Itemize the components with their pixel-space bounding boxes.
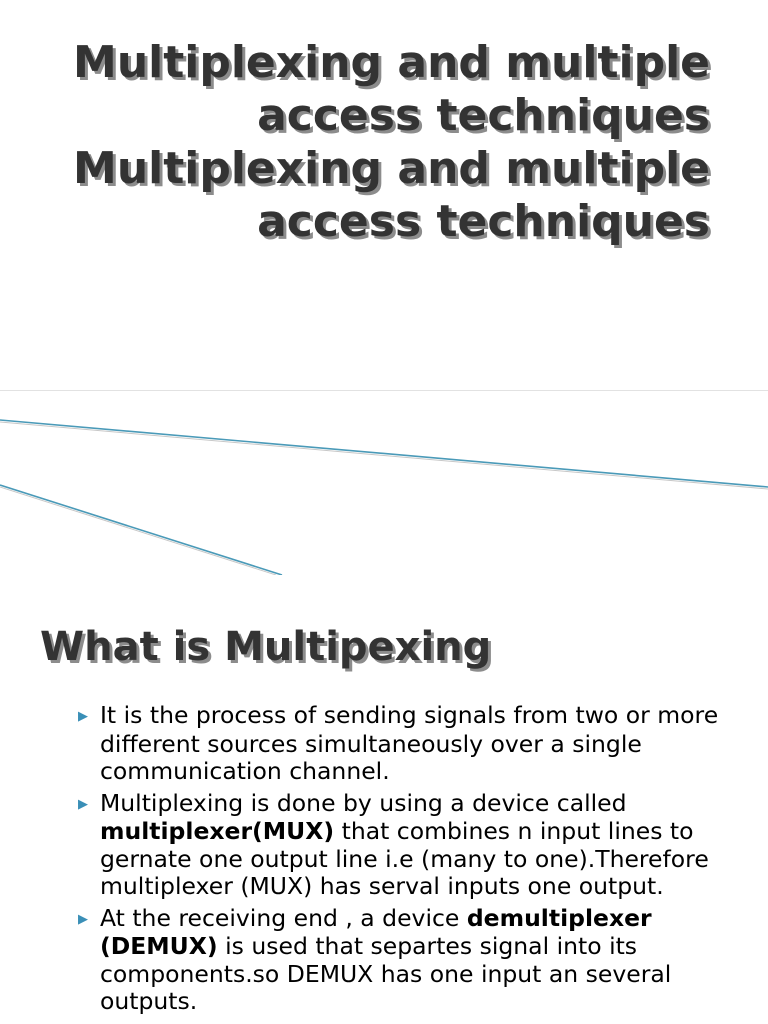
bullet-text-bold: demultiplexer (DEMUX) xyxy=(100,903,652,960)
bullet-text-prefix: Multiplexing is done by using a device called xyxy=(100,788,627,817)
decorative-line-upper-shadow xyxy=(0,422,768,489)
bullet-text-prefix: At the receiving end , a device xyxy=(100,903,467,932)
slide-heading: What is Multipexing xyxy=(40,624,492,670)
bullet-list xyxy=(56,702,736,1020)
decorative-line-lower-shadow xyxy=(0,487,276,575)
decorative-lines xyxy=(0,391,768,575)
triangle-bullet-icon: ▶ xyxy=(78,911,88,927)
slide-title-heading: Multiplexing and multiple access techniques Multiplexing and multiple access techniques xyxy=(73,37,710,247)
decorative-line-lower xyxy=(0,485,282,575)
bullet-text-suffix: that combines n input lines to gernate one output line i.e (many to one).Therefore multiplexer (MUX) has serval inputs one output. xyxy=(100,817,709,900)
triangle-bullet-icon: ▶ xyxy=(78,709,88,724)
bullet-item xyxy=(56,790,736,901)
slide-title xyxy=(0,0,768,390)
triangle-bullet-icon: ▶ xyxy=(78,796,88,812)
decorative-line-upper xyxy=(0,420,768,487)
bullet-text-bold: multiplexer(MUX) xyxy=(100,817,335,845)
bullet-item xyxy=(56,905,736,1016)
bullet-text-suffix: is used that separtes signal into its components.so DEMUX has one input an several outputs. xyxy=(100,932,672,1015)
bullet-item xyxy=(56,702,736,786)
bullet-text: It is the process of sending signals from two or more different sources simultaneously over a single communication channel. xyxy=(100,701,719,785)
